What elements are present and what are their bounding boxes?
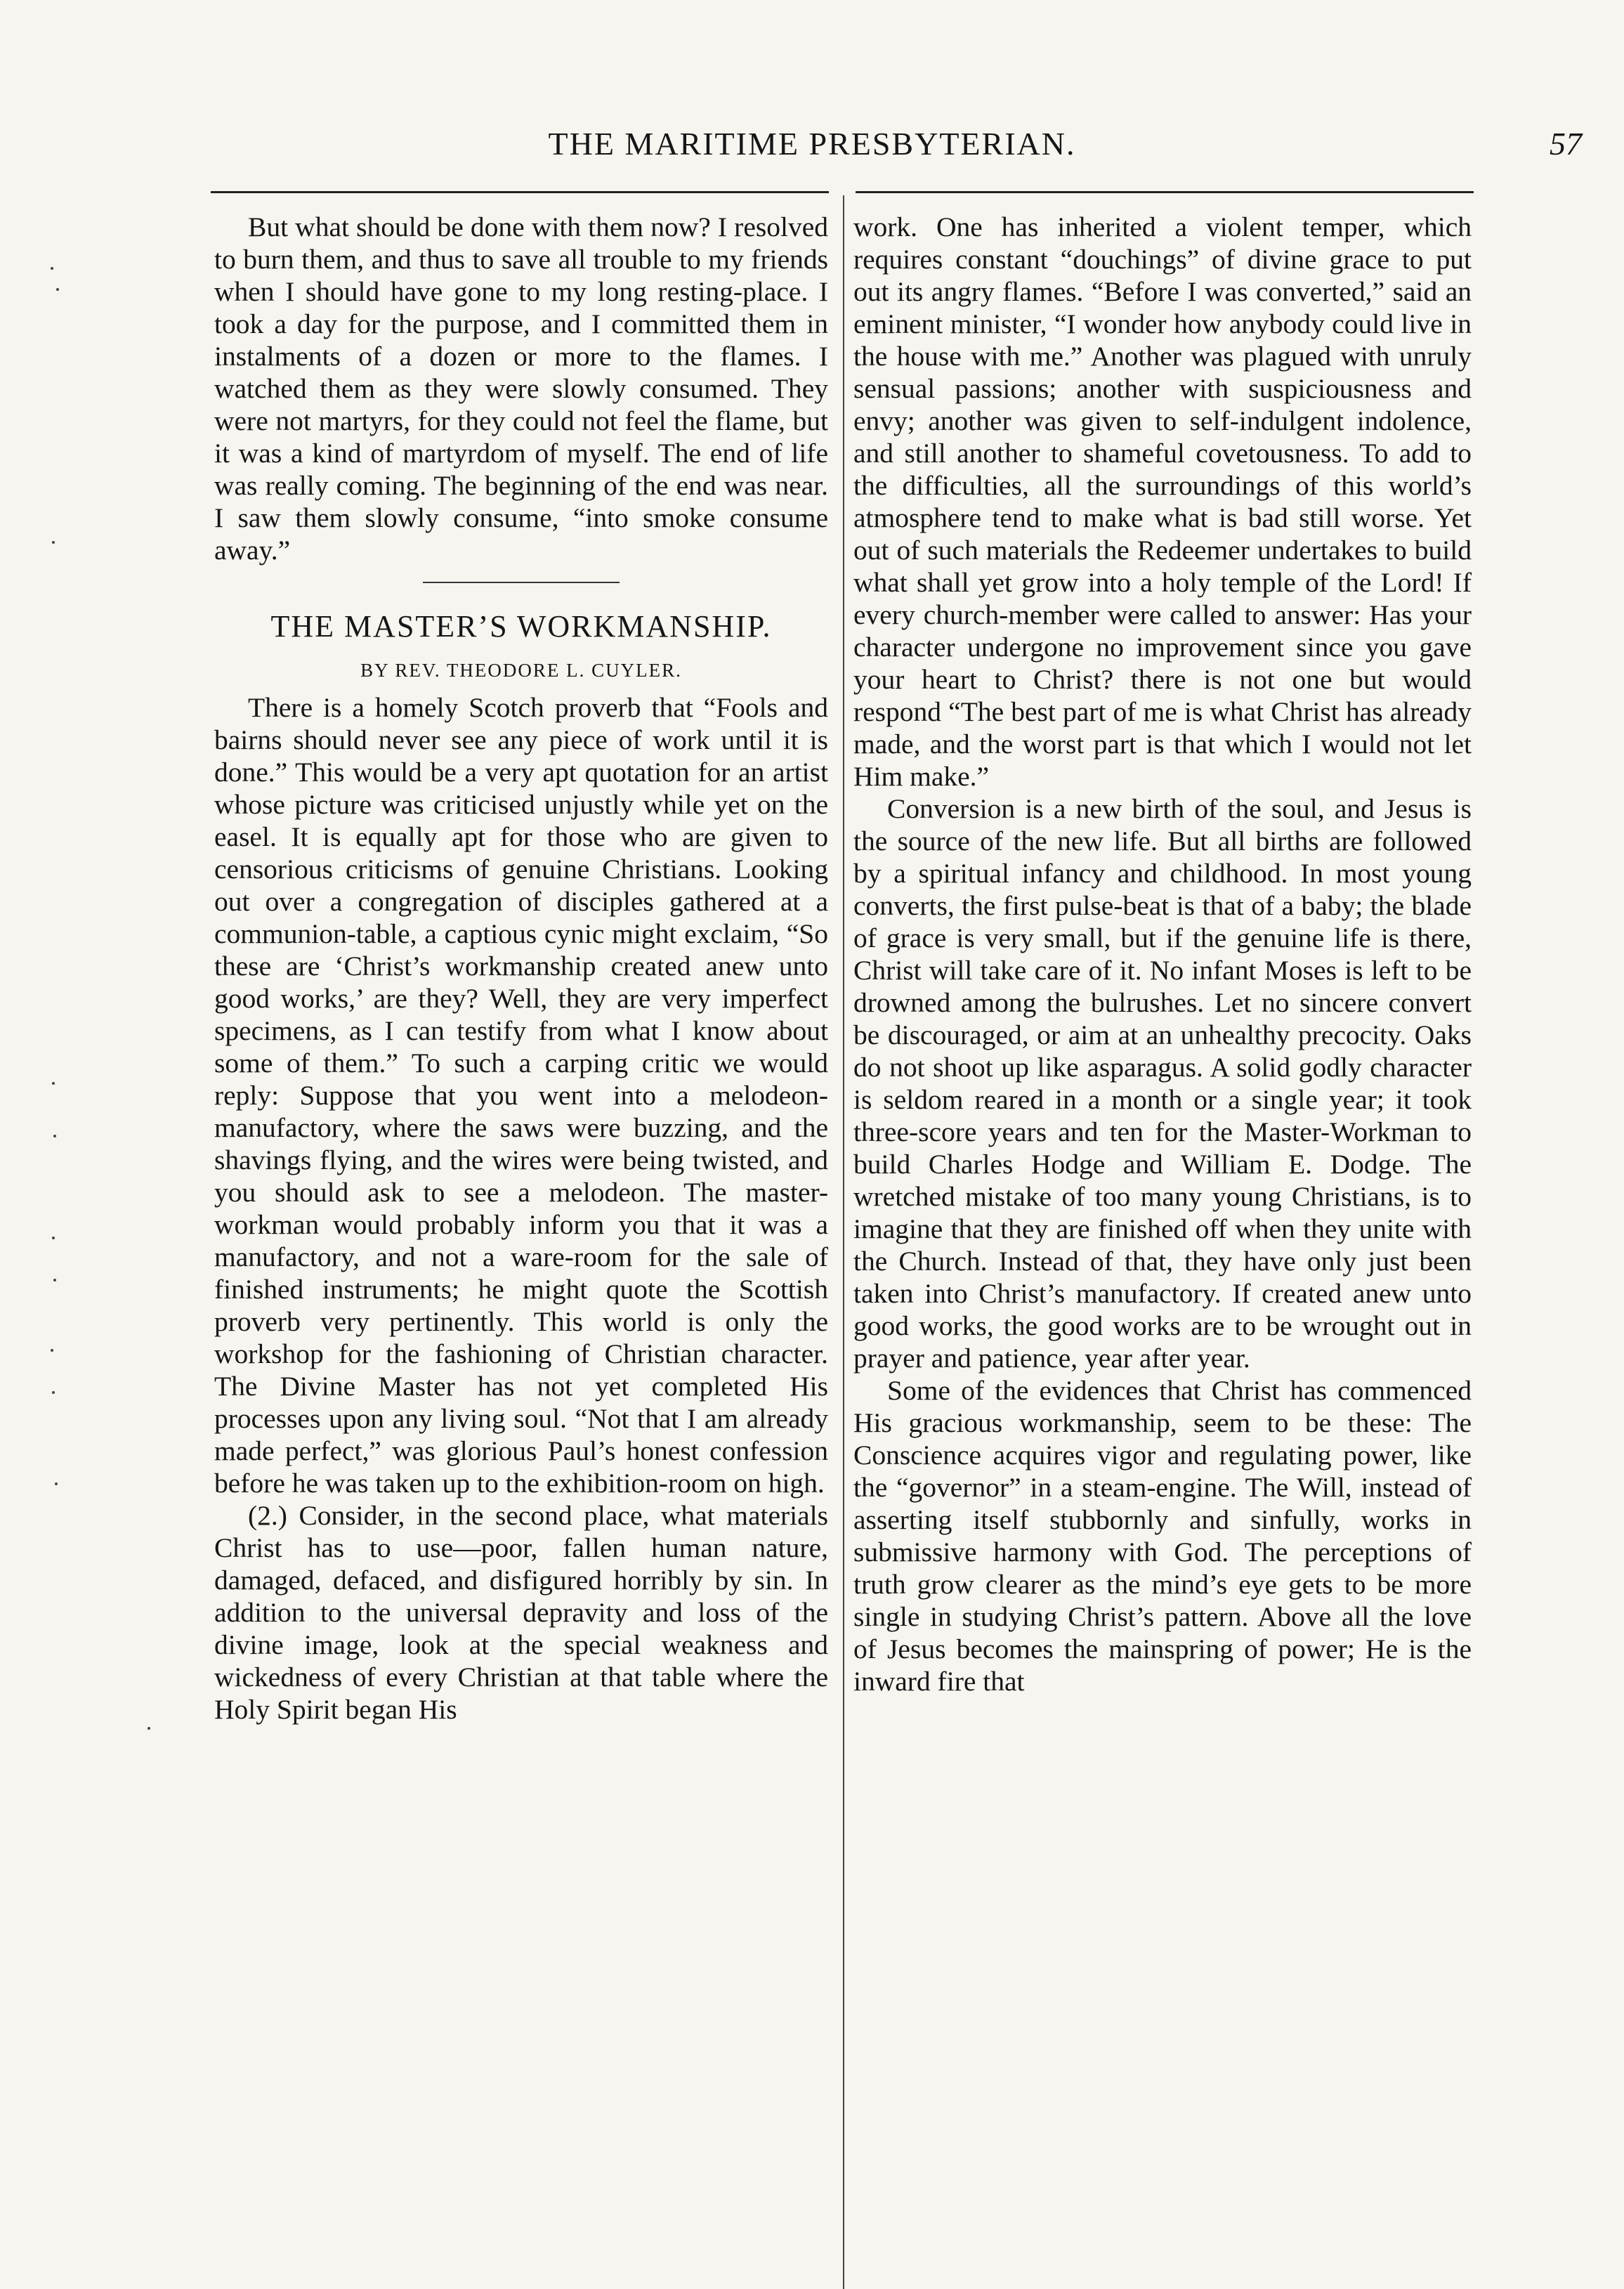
article-paragraph: work. One has inherited a violent temper, which requires constant “douchings” of divine grace to put out its angry flames. “Before I was converted,” said an eminent minister, “I wonder how anybody could live in the house with me.” Another was plagued with unruly sensual passions; another with suspiciousness and envy; another was given to self-indulgent indolence, and still another to shameful covetousness. To add to the difficulties, all the surroundings of this world’s atmosphere tend to make what is bad still worse. Yet out of such materials the Redeemer undertakes to build what shall yet grow into a holy temple of the Lord! If every church-member were called to answer: Has your character undergone no improvement since you gave your heart to Christ? there is not one but would respond “The best part of me is what Christ has already made, and the worst part is that which I would not let Him make.”: [853, 211, 1472, 792]
right-column: [853, 211, 1472, 1697]
left-column: [214, 211, 828, 1726]
header-rule-right: [856, 191, 1474, 193]
header-rule-left: [211, 191, 829, 193]
continuation-paragraph: But what should be done with them now? I resolved to burn them, and thus to save all trouble to my friends when I should have gone to my long resting-place. I took a day for the purpose, and I committed them in instalments of a dozen or more to the flames. I watched them as they were slowly consumed. They were not martyrs, for they could not feel the flame, but it was a kind of martyrdom of myself. The end of life was really coming. The beginning of the end was near. I saw them slowly consume, “into smoke consume away.”: [214, 211, 828, 566]
article-paragraph: (2.) Consider, in the second place, what materials Christ has to use—poor, fallen human nature, damaged, defaced, and disfigured horribly by sin. In addition to the universal depravity and loss of the divine image, look at the special weakness and wickedness of every Christian at that table where the Holy Spirit began His: [214, 1500, 828, 1725]
column-divider: [843, 195, 844, 2289]
publication-title: THE MARITIME PRESBYTERIAN.: [548, 126, 1076, 162]
article-title: THE MASTER’S WORKMANSHIP.: [270, 609, 772, 644]
article-paragraph: Some of the evidences that Christ has commenced His gracious workmanship, seem to be these: The Conscience acquires vigor and regulating power, like the “governor” in a steam-engine. The Will, instead of asserting itself stubbornly and sinfully, works in submissive harmony with God. The perceptions of truth grow clearer as the mind’s eye gets to be more single in studying Christ’s pattern. Above all the love of Jesus becomes the mainspring of power; He is the inward fire that: [853, 1375, 1472, 1697]
article-paragraph: Conversion is a new birth of the soul, and Jesus is the source of the new life. But all births are followed by a spiritual infancy and childhood. In most young converts, the first pulse-beat is that of a baby; the blade of grace is very small, but if the genuine life is there, Christ will take care of it. No infant Moses is left to be drowned among the bulrushes. Let no sincere convert be discouraged, or aim at an unhealthy precocity. Oaks do not shoot up like asparagus. A solid godly character is seldom reared in a month or a single year; it took three-score years and ten for the Master-Workman to build Charles Hodge and William E. Dodge. The wretched mistake of too many young Christians, is to imagine that they are finished off when they unite with the Church. Instead of that, they have only just been taken into Christ’s manufactory. If created anew unto good works, the good works are to be wrought out in prayer and patience, year after year.: [853, 793, 1472, 1374]
section-divider: [423, 582, 620, 583]
article-paragraph: There is a homely Scotch proverb that “Fools and bairns should never see any piece of work until it is done.” This would be a very apt quotation for an artist whose picture was criticised unjustly while yet on the easel. It is equally apt for those who are given to censorious criticisms of genuine Christians. Looking out over a congregation of disciples gathered at a communion-table, a captious cynic might exclaim, “So these are ‘Christ’s workmanship created anew unto good works,’ are they? Well, they are very imperfect specimens, as I can testify from what I know about some of them.” To such a carping critic we would reply: Suppose that you went into a melodeon-manufactory, where the saws were buzzing, and the shavings flying, and the wires were being twisted, and you should ask to see a melodeon. The master-workman would probably inform you that it was a manufactory, and not a ware-room for the sale of finished instruments; he might quote the Scottish proverb very pertinently. This world is only the workshop for the fashioning of Christian character. The Divine Master has not yet completed His processes upon any living soul. “Not that I am already made perfect,” was glorious Paul’s honest confession before he was taken up to the exhibition-room on high.: [214, 692, 828, 1499]
article-byline: BY REV. THEODORE L. CUYLER.: [360, 660, 682, 681]
page-number: 57: [1550, 126, 1582, 162]
